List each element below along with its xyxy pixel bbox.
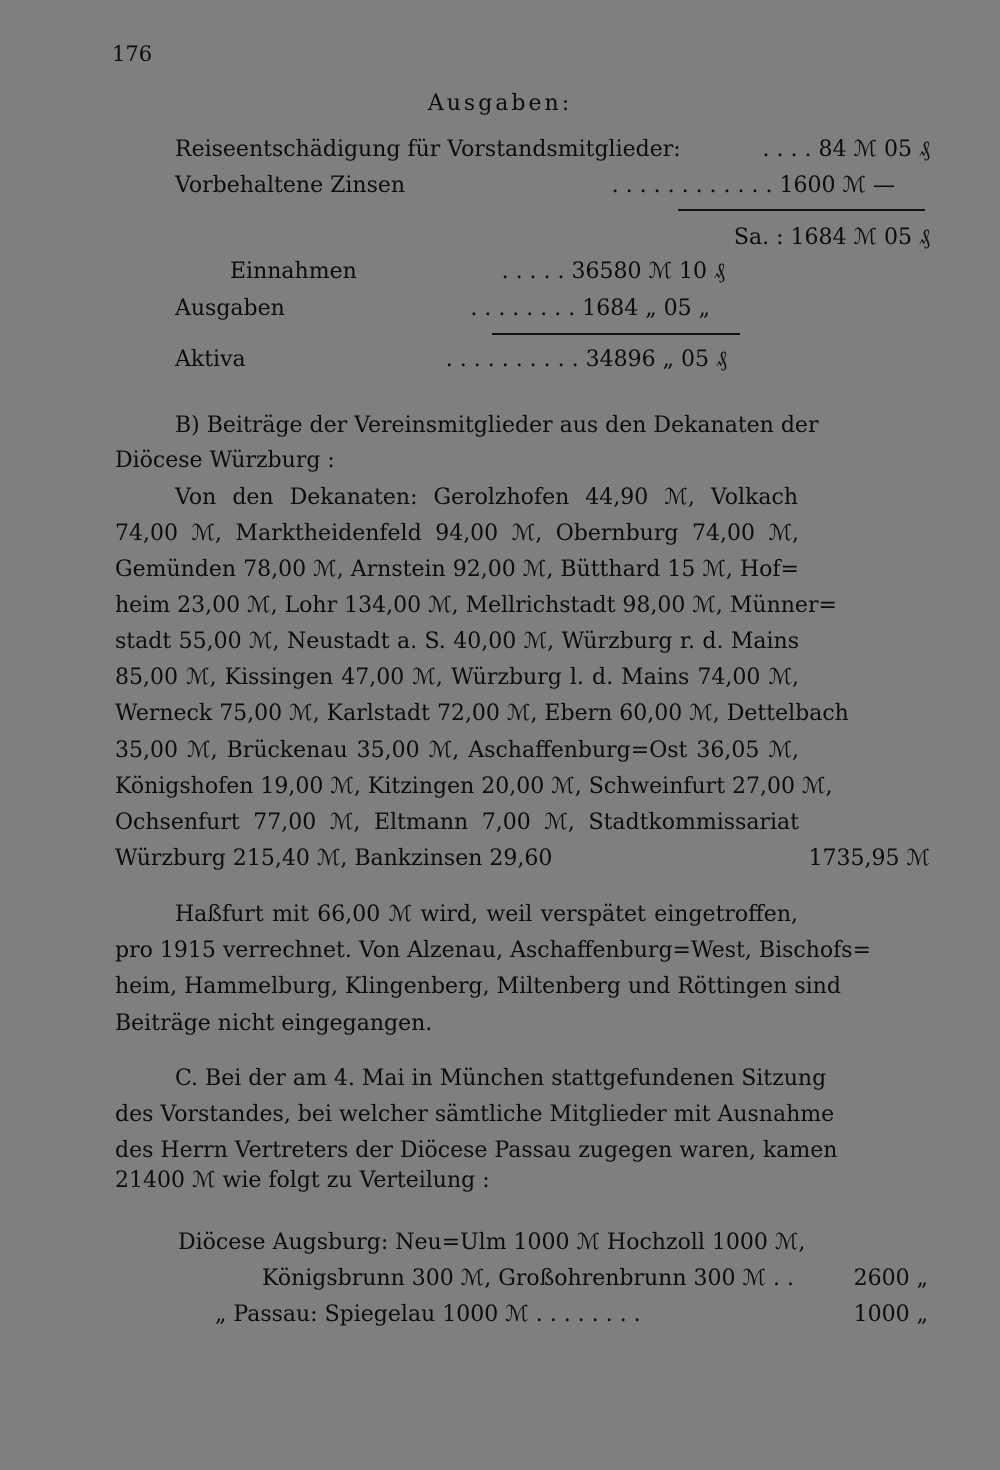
deaneries-line: Werneck 75,00 ℳ, Karlstadt 72,00 ℳ, Ebern 60,00 ℳ, Dettelbach [115,701,849,726]
sum-line: Sa. : 1684 ℳ 05 ₰ [733,225,930,250]
sum-rule [678,209,925,211]
expense-amount: . . . . . . . . . . . . 1600 ℳ — [611,173,895,198]
hassfurt-line: Haßfurt mit 66,00 ℳ wird, weil verspätet eingetroffen, [175,902,798,927]
section-b-line: Diöcese Würzburg : [115,448,335,473]
distribution-line: „ Passau: Spiegelau 1000 ℳ . . . . . . . . [215,1302,641,1327]
distribution-line: Königsbrunn 300 ℳ, Großohrenbrunn 300 ℳ . . [262,1266,794,1291]
section-c-line: 21400 ℳ wie folgt zu Verteilung : [115,1168,490,1193]
deaneries-line: Königshofen 19,00 ℳ, Kitzingen 20,00 ℳ, Schweinfurt 27,00 ℳ, [115,774,833,799]
section-b-line: B) Beiträge der Vereinsmitglieder aus den Dekanaten der [175,413,819,438]
balance-label: Einnahmen [230,259,357,284]
deaneries-line: 85,00 ℳ, Kissingen 47,00 ℳ, Würzburg l. d. Mains 74,00 ℳ, [115,665,799,690]
balance-rule [492,333,740,335]
deaneries-line: heim 23,00 ℳ, Lohr 134,00 ℳ, Mellrichstadt 98,00 ℳ, Münner= [115,593,837,618]
hassfurt-line: Beiträge nicht eingegangen. [115,1011,433,1036]
deaneries-line: Von den Dekanaten: Gerolzhofen 44,90 ℳ, Volkach [175,485,798,510]
hassfurt-line: pro 1915 verrechnet. Von Alzenau, Aschaffenburg=West, Bischofs= [115,938,872,963]
deaneries-line: Ochsenfurt 77,00 ℳ, Eltmann 7,00 ℳ, Stadtkommissariat [115,810,799,835]
hassfurt-line: heim, Hammelburg, Klingenberg, Miltenberg und Röttingen sind [115,974,841,999]
balance-label: Aktiva [175,347,246,372]
expense-label: Vorbehaltene Zinsen [175,173,406,198]
deaneries-line: Gemünden 78,00 ℳ, Arnstein 92,00 ℳ, Bütthard 15 ℳ, Hof= [115,557,799,582]
section-c-line: des Vorstandes, bei welcher sämtliche Mitglieder mit Ausnahme [115,1102,835,1127]
deaneries-line: stadt 55,00 ℳ, Neustadt a. S. 40,00 ℳ, Würzburg r. d. Mains [115,629,799,654]
deaneries-line: Würzburg 215,40 ℳ, Bankzinsen 29,60 [115,846,553,871]
section-c-line: C. Bei der am 4. Mai in München stattgefundenen Sitzung [175,1066,827,1091]
distribution-line: Diöcese Augsburg: Neu=Ulm 1000 ℳ Hochzoll 1000 ℳ, [178,1230,806,1255]
balance-label: Ausgaben [175,296,285,321]
deaneries-total: 1735,95 ℳ [808,846,930,871]
expense-amount: . . . . 84 ℳ 05 ₰ [762,137,930,162]
balance-amount: . . . . . . . . . . 34896 „ 05 ₰ [445,347,727,372]
deaneries-line: 74,00 ℳ, Marktheidenfeld 94,00 ℳ, Obernburg 74,00 ℳ, [115,521,799,546]
expense-label: Reiseentschädigung für Vorstandsmitglieder: [175,137,681,162]
distribution-amount: 2600 „ [853,1266,928,1291]
page-number: 176 [112,42,153,66]
balance-amount: . . . . . 36580 ℳ 10 ₰ [501,259,725,284]
section-c-line: des Herrn Vertreters der Diöcese Passau zugegen waren, kamen [115,1138,838,1163]
balance-amount: . . . . . . . . 1684 „ 05 „ [470,296,710,321]
expenses-heading: Ausgaben: [427,91,573,116]
distribution-amount: 1000 „ [853,1302,928,1327]
deaneries-line: 35,00 ℳ, Brückenau 35,00 ℳ, Aschaffenburg=Ost 36,05 ℳ, [115,738,799,763]
